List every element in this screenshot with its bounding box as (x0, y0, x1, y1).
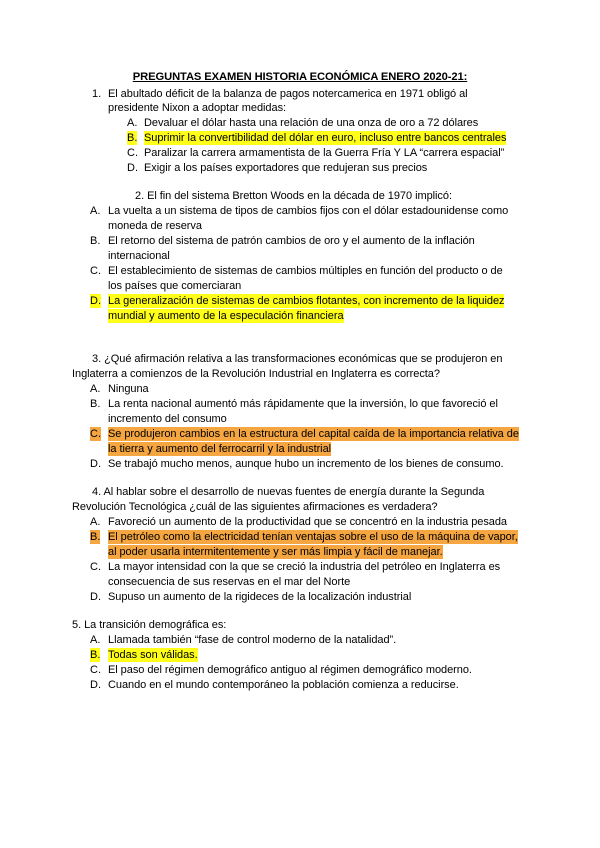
option-label-highlighted: B. (90, 649, 101, 661)
option-label: A. (90, 205, 101, 217)
option-label: A. (127, 117, 138, 129)
option-text: Favoreció un aumento de la productividad que se concentró en la industria pesada (108, 516, 507, 528)
option-text: La vuelta a un sistema de tipos de cambios fijos con el dólar estadounidense como (108, 205, 509, 217)
option-text-highlighted: al poder usarla intermitentemente y ser más limpia y fácil de manejar. (108, 546, 443, 558)
option-text-highlighted: Se produjeron cambios en la estructura del capital caída de la importancia relativa de (108, 428, 519, 440)
option-label: B. (90, 235, 101, 247)
option-text-highlighted: La generalización de sistemas de cambios flotantes, con incremento de la liquidez (108, 295, 505, 307)
page-title: PREGUNTAS EXAMEN HISTORIA ECONÓMICA ENERO 2020-21: (132, 71, 468, 83)
option-text: Devaluar el dólar hasta una relación de una onza de oro a 72 dólares (144, 117, 479, 129)
option-label: D. (90, 591, 101, 603)
option-text: moneda de reserva (108, 220, 202, 232)
option-label: C. (90, 561, 101, 573)
option-label-highlighted: B. (90, 531, 101, 543)
option-text: Supuso un aumento de la rigideces de la localización industrial (108, 591, 412, 603)
option-label: D. (90, 458, 101, 470)
question-text: 3. ¿Qué afirmación relativa a las transformaciones económicas que se produjeron en (92, 353, 503, 365)
option-text: los países que comerciaran (108, 280, 242, 292)
option-text: Llamada también “fase de control moderno de la natalidad”. (108, 634, 397, 646)
option-text-highlighted: Suprimir la convertibilidad del dólar en euro, incluso entre bancos centrales (144, 132, 507, 144)
option-text: Paralizar la carrera armamentista de la Guerra Fría Y LA “carrera espacial” (144, 147, 505, 159)
option-label-highlighted: C. (90, 428, 101, 440)
option-text: La renta nacional aumentó más rápidamente que la inversión, lo que favoreció el (108, 398, 498, 410)
option-text-highlighted: mundial y aumento de la especulación financiera (108, 310, 344, 322)
question-text: Revolución Tecnológica ¿cuál de las siguientes afirmaciones es verdadera? (72, 501, 438, 513)
option-label: C. (90, 664, 101, 676)
option-text: Se trabajó mucho menos, aunque hubo un incremento de los bienes de consumo. (108, 458, 504, 470)
option-text: incremento del consumo (108, 413, 227, 425)
option-text: La mayor intensidad con la que se creció la industria del petróleo en Inglaterra es (108, 561, 501, 573)
option-text: Exigir a los países exportadores que redujeran sus precios (144, 162, 428, 174)
option-text: consecuencia de sus reservas en el mar del Norte (108, 576, 351, 588)
question-text: 4. Al hablar sobre el desarrollo de nuevas fuentes de energía durante la Segunda (92, 486, 485, 498)
option-label: A. (90, 383, 101, 395)
question-text: 5. La transición demográfica es: (72, 619, 227, 631)
option-text: El retorno del sistema de patrón cambios de oro y el aumento de la inflación (108, 235, 475, 247)
option-text-highlighted: la tierra y aumento del ferrocarril y la industrial (108, 443, 332, 455)
option-label: B. (90, 398, 101, 410)
option-text: El establecimiento de sistemas de cambios múltiples en función del producto o de (108, 265, 503, 277)
question-text: 2. El fin del sistema Bretton Woods en la década de 1970 implicó: (135, 190, 452, 202)
option-text-highlighted: El petróleo como la electricidad tenían ventajas sobre el uso de la máquina de vapor, (108, 531, 518, 543)
option-text: Ninguna (108, 383, 149, 395)
option-text-highlighted: Todas son válidas. (108, 649, 198, 661)
option-label: A. (90, 516, 101, 528)
option-label-highlighted: B. (127, 132, 138, 144)
option-text: El paso del régimen demográfico antiguo al régimen demográfico moderno. (108, 664, 472, 676)
option-label: D. (127, 162, 138, 174)
option-label: C. (90, 265, 101, 277)
option-label-highlighted: D. (90, 295, 101, 307)
option-text: Cuando en el mundo contemporáneo la población comienza a reducirse. (108, 679, 459, 691)
question-text: Inglaterra a comienzos de la Revolución Industrial en Inglaterra es correcta? (72, 368, 440, 380)
question-text: El abultado déficit de la balanza de pagos notercamerica en 1971 obligó al (108, 88, 468, 100)
option-label: C. (127, 147, 138, 159)
option-label: D. (90, 679, 101, 691)
option-text: internacional (108, 250, 170, 262)
question-text: presidente Nixon a adoptar medidas: (108, 102, 287, 114)
option-label: A. (90, 634, 101, 646)
question-number: 1. (92, 88, 102, 100)
